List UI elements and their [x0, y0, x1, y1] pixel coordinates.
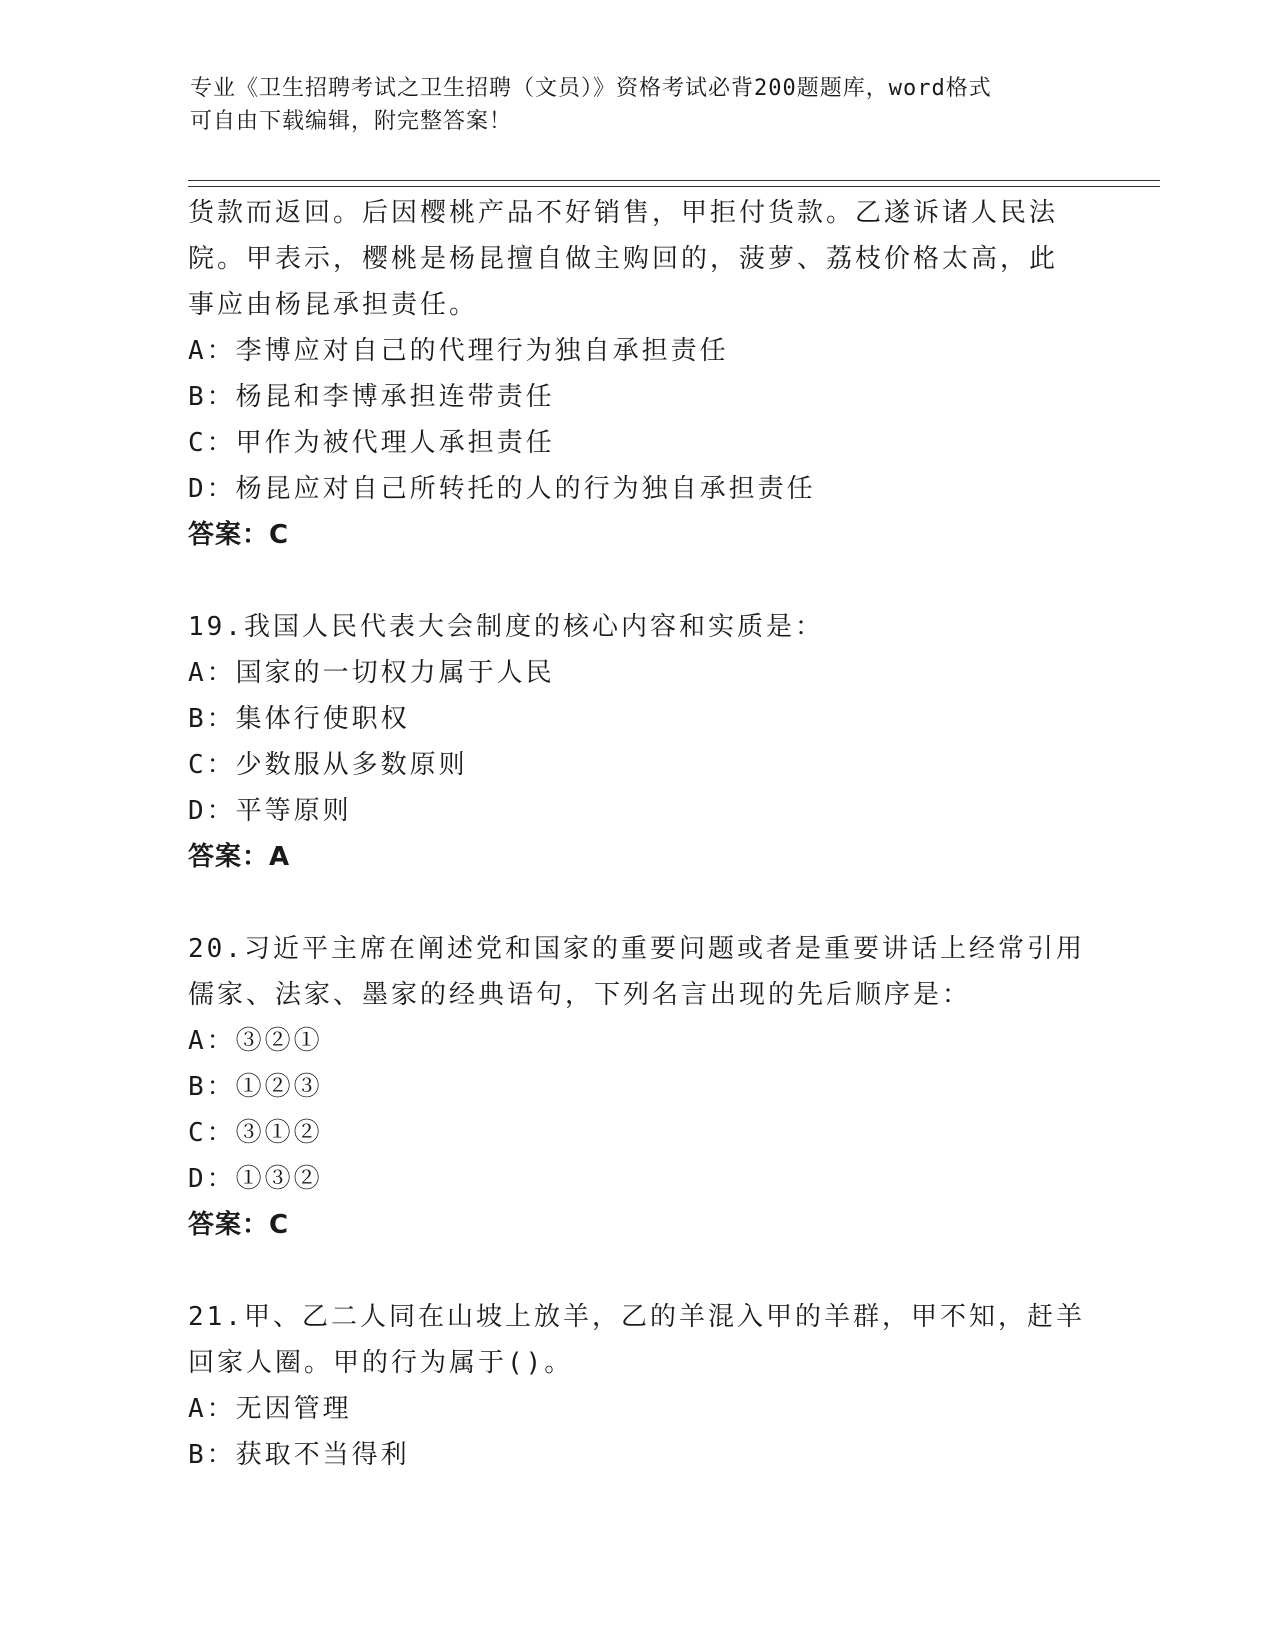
spacer [188, 880, 1088, 926]
question-20 [188, 926, 1088, 1248]
option-b: B：集体行使职权 [188, 704, 410, 734]
option-c: C：少数服从多数原则 [188, 750, 468, 780]
question-18 [188, 190, 1088, 558]
spacer [188, 1248, 1088, 1294]
question-stem-line: 货款而返回。后因樱桃产品不好销售，甲拒付货款。乙遂诉诸人民法 [188, 198, 1059, 228]
option-b: B：获取不当得利 [188, 1440, 410, 1470]
option-c: C：甲作为被代理人承担责任 [188, 428, 555, 458]
header-title-line-2: 可自由下载编辑，附完整答案！ [190, 109, 513, 134]
header-divider-bottom [188, 186, 1160, 187]
option-b: B：杨昆和李博承担连带责任 [188, 382, 555, 412]
question-stem-line: 儒家、法家、墨家的经典语句，下列名言出现的先后顺序是： [188, 980, 972, 1010]
answer-line: 答案：C [188, 520, 290, 550]
header-divider-top [188, 180, 1160, 181]
question-19 [188, 604, 1088, 880]
answer-line: 答案：C [188, 1210, 290, 1240]
spacer [188, 558, 1088, 604]
question-stem-line: 21.甲、乙二人同在山坡上放羊，乙的羊混入甲的羊群，甲不知，赶羊 [188, 1302, 1085, 1332]
option-b: B：①②③ [188, 1072, 323, 1102]
answer-line: 答案：A [188, 842, 291, 872]
option-a: A：无因管理 [188, 1394, 352, 1424]
document-header [190, 72, 1070, 138]
question-stem-line: 20.习近平主席在阐述党和国家的重要问题或者是重要讲话上经常引用 [188, 934, 1085, 964]
option-d: D：①③② [188, 1164, 323, 1194]
question-stem-line: 事应由杨昆承担责任。 [188, 290, 479, 320]
option-d: D：杨昆应对自己所转托的人的行为独自承担责任 [188, 474, 816, 504]
header-title-line-1: 专业《卫生招聘考试之卫生招聘（文员）》资格考试必背200题题库，word格式 [190, 76, 992, 101]
question-stem-line: 回家人圈。甲的行为属于()。 [188, 1348, 574, 1378]
question-stem-line: 19.我国人民代表大会制度的核心内容和实质是： [188, 612, 824, 642]
option-d: D：平等原则 [188, 796, 352, 826]
option-a: A：李博应对自己的代理行为独自承担责任 [188, 336, 729, 366]
question-stem-line: 院。甲表示，樱桃是杨昆擅自做主购回的，菠萝、荔枝价格太高，此 [188, 244, 1059, 274]
document-body [188, 190, 1088, 1478]
option-a: A：国家的一切权力属于人民 [188, 658, 555, 688]
option-c: C：③①② [188, 1118, 323, 1148]
option-a: A：③②① [188, 1026, 323, 1056]
question-21 [188, 1294, 1088, 1478]
